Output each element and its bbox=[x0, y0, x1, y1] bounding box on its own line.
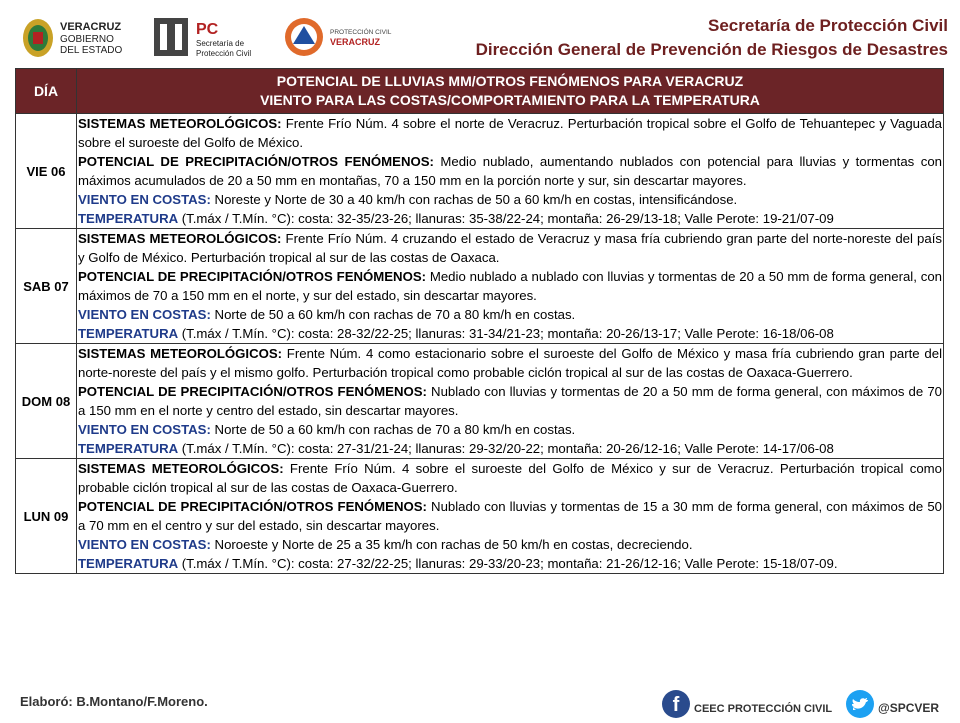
pc-veracruz-logo bbox=[284, 12, 394, 62]
temperatura-line bbox=[78, 324, 942, 343]
viento-label: VIENTO EN COSTAS: bbox=[78, 422, 211, 437]
temperatura-label: TEMPERATURA bbox=[78, 326, 179, 341]
pc-logo-line2: Protección Civil bbox=[196, 49, 252, 58]
potencial-label: POTENCIAL DE PRECIPITACIÓN/OTROS FENÓMENOS: bbox=[78, 269, 427, 284]
table-row bbox=[16, 344, 944, 459]
pc-logo bbox=[152, 12, 270, 62]
sistemas-text: Frente Frío Núm. 4 sobre el norte de Veracruz. Perturbación tropical sobre el Golfo de Tehuantepec y Vaguada sobre el suroeste del Golfo de México. bbox=[78, 116, 942, 150]
twitter-icon[interactable] bbox=[846, 690, 874, 718]
temperatura-text: (T.máx / T.Mín. °C): costa: 28-32/22-25; llanuras: 31-34/21-23; montaña: 20-26/13-17; Valle Perote: 16-18/06-08 bbox=[178, 326, 834, 341]
sistemas-text: Frente Frío Núm. 4 cruzando el estado de Veracruz y masa fría cubriendo gran parte del norte-noreste del país y Golfo de México. Perturbación tropical al sur de las costas de Oaxaca. bbox=[78, 231, 942, 265]
forecast-table bbox=[15, 68, 944, 574]
sistemas-label: SISTEMAS METEOROLÓGICOS: bbox=[78, 231, 282, 246]
sistemas-label: SISTEMAS METEOROLÓGICOS: bbox=[78, 116, 282, 131]
temperatura-label: TEMPERATURA bbox=[78, 556, 179, 571]
table-row bbox=[16, 229, 944, 344]
day-cell: LUN 09 bbox=[16, 459, 77, 574]
veracruz-logo-line2: GOBIERNO bbox=[60, 34, 114, 45]
potencial-line bbox=[78, 382, 942, 420]
sistemas-label: SISTEMAS METEOROLÓGICOS: bbox=[78, 461, 284, 476]
credit-text: Elaboró: B.Montano/F.Moreno. bbox=[20, 694, 208, 709]
potencial-line bbox=[78, 497, 942, 535]
sistemas-line bbox=[78, 114, 942, 152]
sistemas-text: Frente Frío Núm. 4 sobre el suroeste del Golfo de México y sur de Veracruz. Perturbación tropical como probable ciclón tropical al sur de las costas de Oaxaca-Guerrero. bbox=[78, 461, 942, 495]
potencial-text: Nublado con lluvias y tormentas de 20 a 50 mm de forma general, con máximos de 70 a 150 mm en el norte y centro del estado, sin descartar mayores. bbox=[78, 384, 942, 418]
potencial-label: POTENCIAL DE PRECIPITACIÓN/OTROS FENÓMENOS: bbox=[78, 384, 427, 399]
temperatura-line bbox=[78, 439, 942, 458]
forecast-cell bbox=[77, 114, 944, 229]
forecast-title-line2: VIENTO PARA LAS COSTAS/COMPORTAMIENTO PARA LA TEMPERATURA bbox=[260, 92, 760, 108]
temperatura-text: (T.máx / T.Mín. °C): costa: 27-31/21-24; llanuras: 29-32/20-22; montaña: 20-26/12-16; Valle Perote: 14-17/06-08 bbox=[178, 441, 834, 456]
org-title: Secretaría de Protección Civil bbox=[708, 16, 948, 35]
day-cell: VIE 06 bbox=[16, 114, 77, 229]
sistemas-line bbox=[78, 459, 942, 497]
pcv-logo-line2: VERACRUZ bbox=[330, 37, 381, 47]
column-header-forecast bbox=[77, 69, 944, 114]
viento-text: Noreste y Norte de 30 a 40 km/h con rachas de 50 a 60 km/h en costas, intensificándose. bbox=[210, 192, 738, 207]
viento-text: Noroeste y Norte de 25 a 35 km/h con rachas de 50 km/h en costas, decreciendo. bbox=[210, 537, 693, 552]
veracruz-government-logo bbox=[20, 12, 140, 62]
potencial-text: Medio nublado a nublado con lluvias y tormentas de 20 a 50 mm de forma general, con máximos de 70 a 150 mm en el norte, y sur del estado, sin descartar mayores. bbox=[78, 269, 942, 303]
pcv-logo-line1: PROTECCIÓN CIVIL bbox=[330, 29, 392, 36]
column-header-day: DÍA bbox=[16, 69, 77, 114]
day-cell: DOM 08 bbox=[16, 344, 77, 459]
sistemas-text: Frente Núm. 4 como estacionario sobre el suroeste del Golfo de México y masa fría cubriendo gran parte del norte-noreste del país y el mismo golfo. Perturbación tropical como probable ciclón tropical al sur de las costas de Oaxaca-Guerrero. bbox=[78, 346, 942, 380]
pc-logo-line1: Secretaría de bbox=[196, 39, 245, 48]
veracruz-logo-line1: VERACRUZ bbox=[60, 21, 122, 33]
potencial-text: Nublado con lluvias y tormentas de 15 a 30 mm de forma general, con máximos de 50 a 70 mm en el centro y sur del estado, sin descartar mayores. bbox=[78, 499, 942, 533]
page-header bbox=[0, 0, 960, 66]
potencial-label: POTENCIAL DE PRECIPITACIÓN/OTROS FENÓMENOS: bbox=[78, 154, 434, 169]
temperatura-line bbox=[78, 554, 942, 573]
potencial-label: POTENCIAL DE PRECIPITACIÓN/OTROS FENÓMENOS: bbox=[78, 499, 427, 514]
forecast-cell bbox=[77, 459, 944, 574]
viento-text: Norte de 50 a 60 km/h con rachas de 70 a 80 km/h en costas. bbox=[210, 422, 576, 437]
viento-line bbox=[78, 420, 942, 439]
viento-label: VIENTO EN COSTAS: bbox=[78, 192, 211, 207]
day-cell: SAB 07 bbox=[16, 229, 77, 344]
pc-logo-abbr: PC bbox=[196, 21, 219, 38]
temperatura-label: TEMPERATURA bbox=[78, 441, 179, 456]
potencial-line bbox=[78, 267, 942, 305]
temperatura-line bbox=[78, 209, 942, 228]
table-row bbox=[16, 114, 944, 229]
forecast-title-line1: POTENCIAL DE LLUVIAS MM/OTROS FENÓMENOS PARA VERACRUZ bbox=[276, 73, 744, 89]
veracruz-logo-line3: DEL ESTADO bbox=[60, 45, 123, 56]
viento-label: VIENTO EN COSTAS: bbox=[78, 537, 211, 552]
table-row bbox=[16, 459, 944, 574]
sistemas-label: SISTEMAS METEOROLÓGICOS: bbox=[78, 346, 283, 361]
sistemas-line bbox=[78, 344, 942, 382]
viento-line bbox=[78, 190, 942, 209]
twitter-link[interactable]: @SPCVER bbox=[878, 701, 940, 715]
viento-label: VIENTO EN COSTAS: bbox=[78, 307, 211, 322]
facebook-link[interactable]: CEEC PROTECCIÓN CIVIL bbox=[694, 703, 833, 715]
viento-line bbox=[78, 535, 942, 554]
temperatura-text: (T.máx / T.Mín. °C): costa: 32-35/23-26; llanuras: 35-38/22-24; montaña: 26-29/13-18; Valle Perote: 19-21/07-09 bbox=[178, 211, 834, 226]
sistemas-line bbox=[78, 229, 942, 267]
org-subtitle: Dirección General de Prevención de Riesgos de Desastres bbox=[475, 40, 948, 59]
table-header-row bbox=[16, 69, 944, 114]
forecast-cell bbox=[77, 229, 944, 344]
facebook-icon[interactable]: f bbox=[662, 690, 690, 718]
potencial-text: Medio nublado, aumentando nublados con potencial para lluvias y tormentas con máximos acumulados de 20 a 50 mm en montañas, 70 a 150 mm en la porción norte y sur, sin descartar mayores. bbox=[78, 154, 942, 188]
viento-line bbox=[78, 305, 942, 324]
temperatura-text: (T.máx / T.Mín. °C): costa: 27-32/22-25; llanuras: 29-33/20-23; montaña: 21-26/12-16; Valle Perote: 15-18/07-09. bbox=[178, 556, 838, 571]
potencial-line bbox=[78, 152, 942, 190]
viento-text: Norte de 50 a 60 km/h con rachas de 70 a 80 km/h en costas. bbox=[210, 307, 576, 322]
forecast-cell bbox=[77, 344, 944, 459]
temperatura-label: TEMPERATURA bbox=[78, 211, 179, 226]
